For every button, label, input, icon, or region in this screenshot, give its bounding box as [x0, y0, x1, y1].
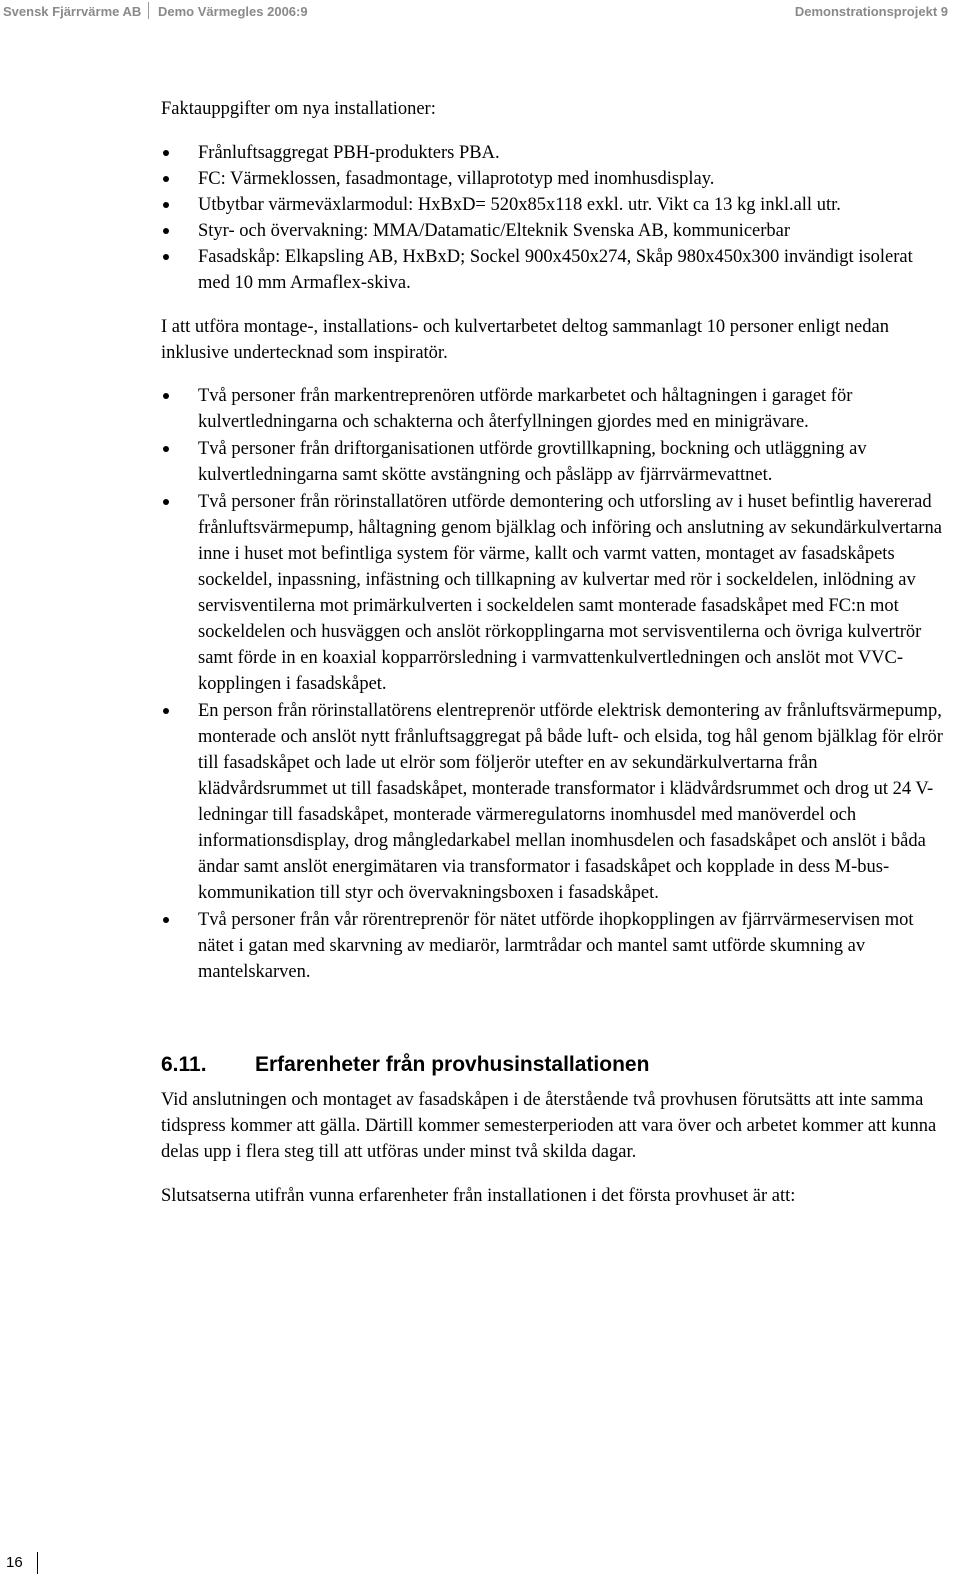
work-list-item: En person från rörinstallatörens elentreprenör utförde elektrisk demontering av frånluftsvärmepump, monterade och anslöt nytt frånluftsaggregat på både luft- och elsida, tog hål genom bjälklag för elrör till fasadskåpet och lade ut elrör som följerör utefter en av sekundärkulvertarna från klädvårdsrummet ut till fasadskåpet, monterade transformator i klädvårdsrummet och drog ut 24 V-ledningar till fasadskåpet, monterade värmeregulatorns inomhusdel med manöverdel och informationsdisplay, drog mångledarkabel mellan inomhusdelen och fasadskåpet och anslöt i båda ändar samt anslöt energimätaren via transformator i fasadskåpet och kopplade in dess M-bus-kommunikation till styr och övervakningsboxen i fasadskåpet. [161, 698, 947, 906]
header-project: Demonstrationsprojekt 9 [794, 4, 948, 19]
work-list-item: Två personer från rörinstallatören utförde demontering och utforsling av i huset befintlig havererad frånluftsvärmepump, håltagning genom bjälklag och införing och anslutning av sekundärkulvertarna inne i huset mot befintliga system för värme, kallt och varmt vatten, montaget av fasadskåpets sockeldel, inpassning, infästning och tillkapning av kulvertar med rör i sockeldelen, inlödning av servisventilerna mot primärkulverten i sockeldelen samt monterade fasadskåpet med FC:n mot sockeldelen och husväggen och anslöt rörkopplingarna mot servisventilerna och övriga kulvertrör samt förde in en koaxial kopparrörsledning i varmvattenkulvertledningen och anslöt mot VVC-kopplingen i fasadskåpet. [161, 489, 947, 697]
header-organization: Svensk Fjärrvärme AB [3, 4, 142, 19]
section-title: Erfarenheter från provhusinstallationen [255, 1053, 650, 1076]
work-list-item: Två personer från driftorganisationen utförde grovtillkapning, bockning och utläggning av kulvertledningarna samt skötte avstängning och påsläpp av fjärrvärmevattnet. [161, 436, 947, 488]
conclusion-paragraph: Slutsatserna utifrån vunna erfarenheter från installationen i det första provhuset är att: [161, 1186, 796, 1206]
experience-paragraph: Vid anslutningen och montaget av fasadskåpen i de återstående två provhusen förutsätts att inte samma tidspress kommer att gälla. Därtill kommer semesterperioden att vara över och arbetet kommer att kunna delas upp i flera steg till att utföras under minst två skilda dagar. [161, 1090, 937, 1162]
work-list-item: Två personer från vår rörentreprenör för nätet utförde ihopkopplingen av fjärrvärmeservisen mot nätet i gatan med skarvning av mediarör, larmtrådar och mantel samt utförde skumning av mantelskarven. [161, 907, 947, 985]
page-header [0, 0, 960, 24]
facts-list-item: Frånluftsaggregat PBH-produkters PBA. [161, 140, 947, 166]
facts-list-item: Styr- och övervakning: MMA/Datamatic/Elteknik Svenska AB, kommunicerbar [161, 218, 947, 244]
work-list-item: Två personer från markentreprenören utförde markarbetet och håltagningen i garaget för kulvertledningarna och schakterna och återfyllningen gjordes med en minigrävare. [161, 383, 947, 435]
facts-list-item: FC: Värmeklossen, fasadmontage, villaprototyp med inomhusdisplay. [161, 166, 947, 192]
footer-divider [37, 1552, 38, 1574]
section-heading [161, 1051, 947, 1079]
header-document-title: Demo Värmegles 2006:9 [158, 4, 308, 19]
facts-list-item: Fasadskåp: Elkapsling AB, HxBxD; Sockel 900x450x274, Skåp 980x450x300 invändigt isolerat med 10 mm Armaflex-skiva. [161, 244, 947, 296]
header-divider [148, 2, 149, 19]
facts-list-item: Utbytbar värmeväxlarmodul: HxBxD= 520x85x118 exkl. utr. Vikt ca 13 kg inkl.all utr. [161, 192, 947, 218]
page-number: 16 [6, 1554, 23, 1571]
facts-list [161, 140, 947, 296]
work-intro-paragraph: I att utföra montage-, installations- och kulvertarbetet deltog sammanlagt 10 personer enligt nedan inklusive undertecknad som inspiratör. [161, 317, 889, 363]
work-list [161, 383, 947, 985]
document-body [161, 96, 947, 1209]
page-footer [0, 1548, 960, 1588]
section-number: 6.11. [161, 1053, 207, 1076]
facts-intro: Faktauppgifter om nya installationer: [161, 99, 436, 119]
